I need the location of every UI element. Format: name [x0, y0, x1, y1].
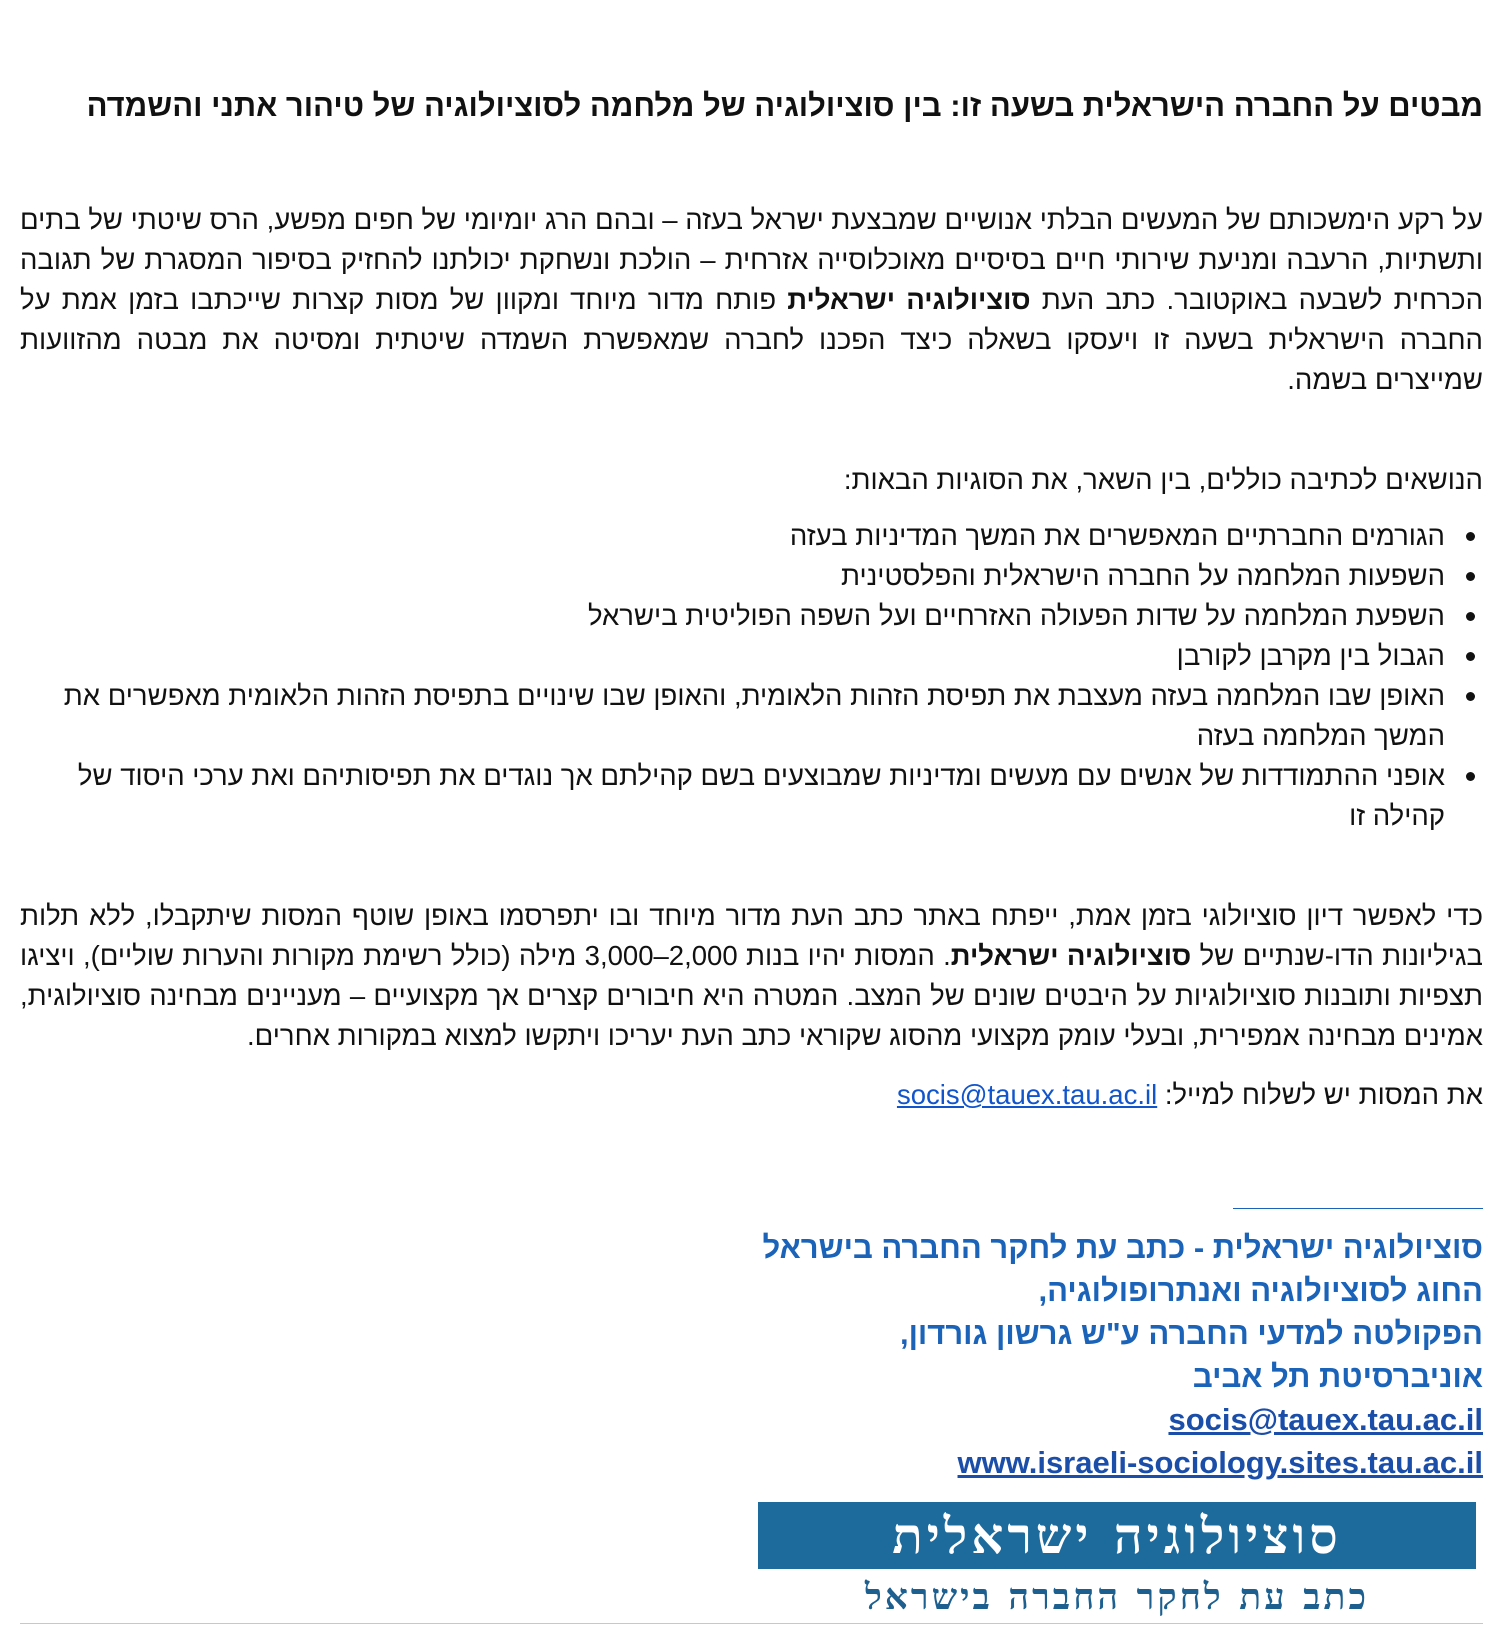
- logo-title: סוציולוגיה ישראלית: [758, 1502, 1476, 1569]
- topics-list: [20, 516, 1483, 836]
- signature-faculty: הפקולטה למדעי החברה ע"ש גרשון גורדון,: [899, 1316, 1483, 1351]
- signature-department: החוג לסוציולוגיה ואנתרופולוגיה,: [1038, 1273, 1483, 1308]
- intro-text-1: על רקע הימשכותם של המעשים הבלתי אנושיים שמבצעת ישראל בעזה – ובהם הרג יומיומי של חפים מפשע, הרס שיטתי של בתים ותשתיות, הרעבה ומניעת שירותי חיים בסיסיים מאוכלוסייה אזרחית – הולכת ונשחקת יכולתנו להחזיק בסיפור המסגרת של תגובה הכרחית לשבעה באוקטובר. כתב העת: [20, 204, 1483, 315]
- bottom-divider: [20, 1623, 1483, 1624]
- list-item: הגבול בין מקרבן לקורבן: [20, 636, 1445, 676]
- journal-name: סוציולוגיה ישראלית: [950, 940, 1192, 971]
- submission-email-link[interactable]: socis@tauex.tau.ac.il: [896, 1079, 1158, 1110]
- journal-name: סוציולוגיה ישראלית: [787, 284, 1031, 315]
- list-item: אופני ההתמודדות של אנשים עם מעשים ומדיניות שמבוצעים בשם קהילתם אך נוגדים את תפיסותיהם ואת ערכי היסוד של קהילה זו: [20, 756, 1445, 836]
- journal-logo: [758, 1502, 1476, 1625]
- logo-subtitle: כתב עת לחקר החברה בישראל: [864, 1576, 1370, 1618]
- page-title: מבטים על החברה הישראלית בשעה זו: בין סוציולוגיה של מלחמה לסוציולוגיה של טיהור אתני והשמדה: [86, 88, 1483, 123]
- list-item: השפעות המלחמה על החברה הישראלית והפלסטינית: [20, 556, 1445, 596]
- signature-journal: סוציולוגיה ישראלית - כתב עת לחקר החברה בישראל: [762, 1230, 1483, 1265]
- topics-intro: הנושאים לכתיבה כוללים, בין השאר, את הסוגיות הבאות:: [843, 464, 1483, 495]
- intro-text-2: פותח מדור מיוחד ומקוון של מסות קצרות שייכתבו בזמן אמת על החברה הישראלית בשעה זו ויעסקו בשאלה כיצד הפכנו לחברה שמאפשרת השמדה שיטתית ומסיטה את מבטה מהזוועות שמייצרים בשמה.: [20, 284, 1483, 395]
- submission-label: את המסות יש לשלוח למייל:: [1164, 1079, 1483, 1110]
- list-item: השפעת המלחמה על שדות הפעולה האזרחיים ועל השפה הפוליטית בישראל: [20, 596, 1445, 636]
- details-text-2: . המסות יהיו בנות 2,000–3,000 מילה (כולל רשימת מקורות והערות שוליים), ויציגו תצפיות ותובנות סוציולוגיות על היבטים שונים של המצב. המטרה היא חיבורים קצרים אך מקצועיים – מעניינים מבחינה סוציולוגית, אמינים מבחינה אמפירית, ובעלי עומק מקצועי מהסוג שקוראי כתב העת יעריכו ויתקשו למצוא במקורות אחרים.: [20, 940, 1483, 1051]
- signature-website-link[interactable]: www.israeli-sociology.sites.tau.ac.il: [957, 1445, 1483, 1480]
- list-item: האופן שבו המלחמה בעזה מעצבת את תפיסת הזהות הלאומית, והאופן שבו שינויים בתפיסת הזהות הלאומית מאפשרים את המשך המלחמה בעזה: [20, 676, 1445, 756]
- submission-line: [20, 1075, 1483, 1115]
- signature-university: אוניברסיטת תל אביב: [1192, 1359, 1483, 1394]
- signature-divider: [1233, 1208, 1483, 1209]
- details-paragraph: [20, 896, 1483, 1056]
- details-text-1: כדי לאפשר דיון סוציולוגי בזמן אמת, ייפתח באתר כתב העת מדור מיוחד ובו יתפרסמו באופן שוטף המסות שיתקבלו, ללא תלות בגיליונות הדו-שנתיים של: [20, 900, 1484, 971]
- signature-block: [763, 1226, 1483, 1484]
- list-item: הגורמים החברתיים המאפשרים את המשך המדיניות בעזה: [20, 516, 1445, 556]
- signature-email-link[interactable]: socis@tauex.tau.ac.il: [1168, 1402, 1483, 1437]
- intro-paragraph: [20, 200, 1483, 400]
